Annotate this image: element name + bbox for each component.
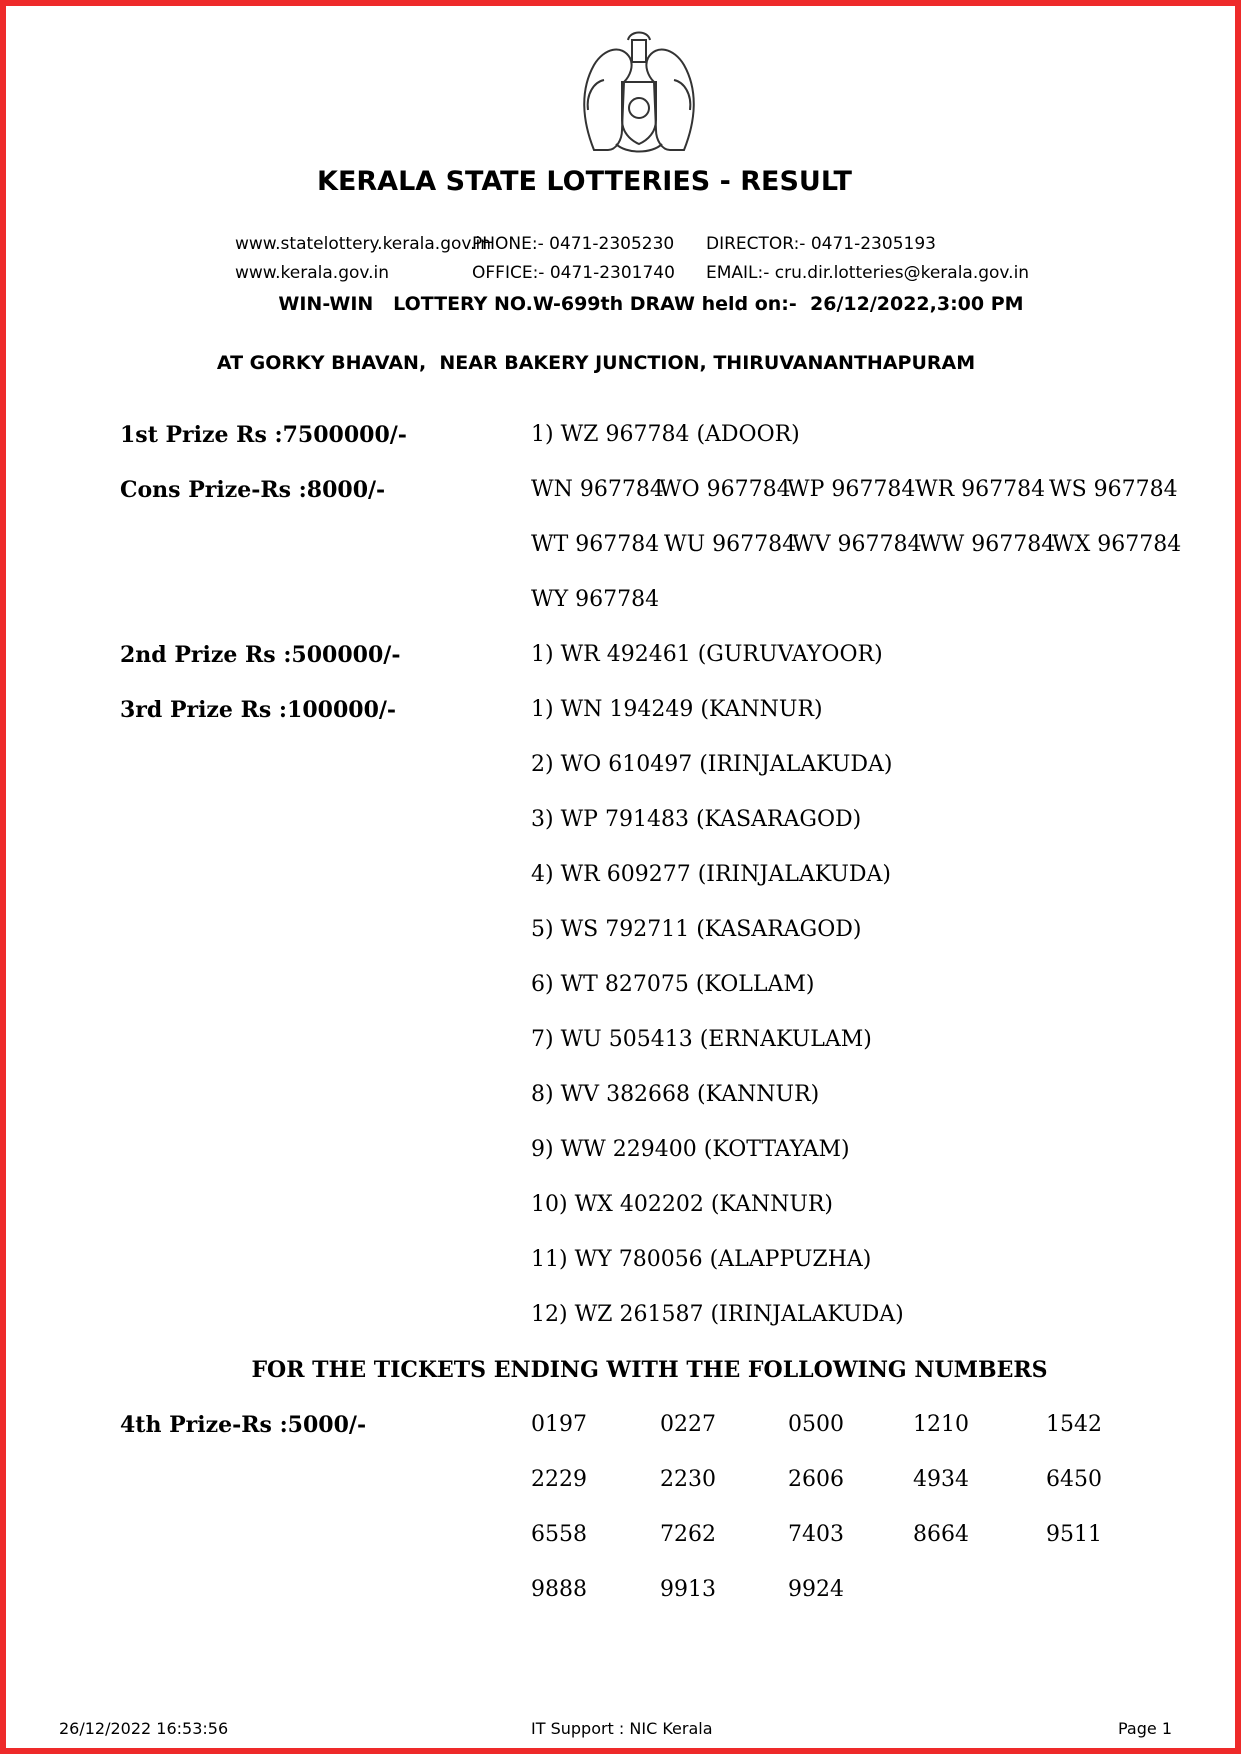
cons-ticket: WO 967784 <box>659 477 791 502</box>
first-prize-winner: 1) WZ 967784 (ADOOR) <box>531 422 800 447</box>
third-prize-winner: 11) WY 780056 (ALAPPUZHA) <box>531 1247 872 1272</box>
cons-ticket: WX 967784 <box>1052 532 1182 557</box>
footer-timestamp: 26/12/2022 16:53:56 <box>59 1719 229 1738</box>
second-prize-label: 2nd Prize Rs :500000/- <box>120 642 401 668</box>
fourth-prize-number: 9888 <box>531 1577 587 1602</box>
footer-support: IT Support : NIC Kerala <box>531 1719 713 1738</box>
cons-ticket: WR 967784 <box>915 477 1046 502</box>
office-phone: OFFICE:- 0471-2301740 <box>472 263 675 283</box>
ending-numbers-heading: FOR THE TICKETS ENDING WITH THE FOLLOWING NUMBERS <box>251 1357 1048 1383</box>
fourth-prize-number: 0500 <box>788 1412 844 1437</box>
third-prize-winner: 3) WP 791483 (KASARAGOD) <box>531 807 862 832</box>
cons-ticket: WY 967784 <box>531 587 660 612</box>
third-prize-label: 3rd Prize Rs :100000/- <box>120 697 397 723</box>
cons-ticket: WV 967784 <box>792 532 922 557</box>
third-prize-winner: 12) WZ 261587 (IRINJALAKUDA) <box>531 1302 904 1327</box>
third-prize-winner: 2) WO 610497 (IRINJALAKUDA) <box>531 752 893 777</box>
fourth-prize-number: 7403 <box>788 1522 844 1547</box>
fourth-prize-number: 9511 <box>1046 1522 1102 1547</box>
fourth-prize-number: 0227 <box>660 1412 716 1437</box>
third-prize-winner: 7) WU 505413 (ERNAKULAM) <box>531 1027 872 1052</box>
venue-line: AT GORKY BHAVAN, NEAR BAKERY JUNCTION, THIRUVANANTHAPURAM <box>216 352 976 374</box>
draw-info: WIN-WIN LOTTERY NO.W-699th DRAW held on:- 26/12/2022,3:00 PM <box>278 293 1024 315</box>
fourth-prize-number: 1210 <box>913 1412 969 1437</box>
fourth-prize-number: 1542 <box>1046 1412 1102 1437</box>
second-prize-winner: 1) WR 492461 (GURUVAYOOR) <box>531 642 883 667</box>
fourth-prize-number: 7262 <box>660 1522 716 1547</box>
third-prize-winner: 9) WW 229400 (KOTTAYAM) <box>531 1137 850 1162</box>
third-prize-winner: 8) WV 382668 (KANNUR) <box>531 1082 820 1107</box>
fourth-prize-number: 6450 <box>1046 1467 1102 1492</box>
fourth-prize-number: 4934 <box>913 1467 969 1492</box>
website-link-2[interactable]: www.kerala.gov.in <box>235 263 390 283</box>
director-phone: DIRECTOR:- 0471-2305193 <box>706 234 936 254</box>
cons-ticket: WN 967784 <box>531 477 664 502</box>
kerala-state-emblem <box>564 20 714 160</box>
cons-ticket: WW 967784 <box>919 532 1056 557</box>
third-prize-winner: 1) WN 194249 (KANNUR) <box>531 697 823 722</box>
third-prize-winner: 4) WR 609277 (IRINJALAKUDA) <box>531 862 892 887</box>
fourth-prize-number: 2229 <box>531 1467 587 1492</box>
cons-ticket: WP 967784 <box>787 477 916 502</box>
phone-number: PHONE:- 0471-2305230 <box>472 234 675 254</box>
email-address[interactable]: EMAIL:- cru.dir.lotteries@kerala.gov.in <box>706 263 1030 283</box>
fourth-prize-number: 6558 <box>531 1522 587 1547</box>
cons-prize-label: Cons Prize-Rs :8000/- <box>120 477 386 503</box>
footer-page-number: Page 1 <box>1118 1719 1172 1738</box>
third-prize-winner: 10) WX 402202 (KANNUR) <box>531 1192 834 1217</box>
fourth-prize-number: 9924 <box>788 1577 844 1602</box>
fourth-prize-number: 9913 <box>660 1577 716 1602</box>
fourth-prize-number: 0197 <box>531 1412 587 1437</box>
cons-ticket: WU 967784 <box>664 532 797 557</box>
fourth-prize-number: 2230 <box>660 1467 716 1492</box>
website-link[interactable]: www.statelottery.kerala.gov.in <box>235 234 492 254</box>
page-title: KERALA STATE LOTTERIES - RESULT <box>317 166 852 197</box>
third-prize-winner: 6) WT 827075 (KOLLAM) <box>531 972 815 997</box>
cons-ticket: WS 967784 <box>1049 477 1178 502</box>
cons-ticket: WT 967784 <box>531 532 660 557</box>
first-prize-label: 1st Prize Rs :7500000/- <box>120 422 407 448</box>
third-prize-winner: 5) WS 792711 (KASARAGOD) <box>531 917 862 942</box>
fourth-prize-label: 4th Prize-Rs :5000/- <box>120 1412 367 1438</box>
fourth-prize-number: 2606 <box>788 1467 844 1492</box>
fourth-prize-number: 8664 <box>913 1522 969 1547</box>
